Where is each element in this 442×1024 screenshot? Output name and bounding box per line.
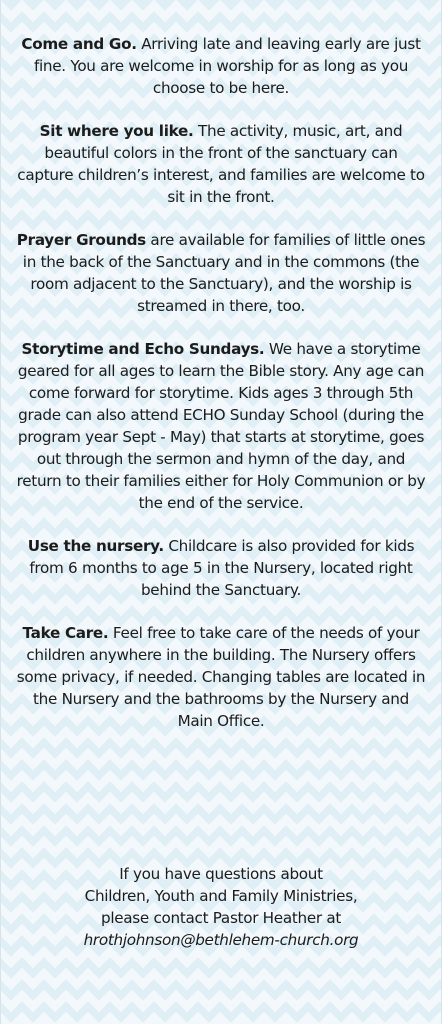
tip-heading: Sit where you like. [39, 122, 194, 140]
tip-heading: Prayer Grounds [16, 231, 146, 249]
tip-heading: Storytime and Echo Sundays. [21, 340, 265, 358]
tip-come-and-go [15, 33, 427, 99]
contact-info [15, 863, 427, 951]
tip-body: are available for families of little ones in the back of the Sanctuary and in the commons (the room adjacent to the Sanctuary), and the worship is streamed in there, too. [22, 231, 426, 315]
tip-body: The activity, music, art, and beautiful colors in the front of the sanctuary can capture children’s interest, and families are welcome to sit in the front. [17, 122, 425, 206]
tips-list [15, 33, 427, 753]
tip-body: Feel free to take care of the needs of your children anywhere in the building. The Nursery offers some privacy, if needed. Changing tables are located in the Nursery and the bathrooms by the Nursery and Main Office. [16, 624, 426, 730]
tip-take-care [15, 622, 427, 732]
tip-sit-where-you-like [15, 120, 427, 208]
tip-heading: Come and Go. [21, 35, 137, 53]
contact-email-link[interactable]: hrothjohnson@bethlehem-church.org [83, 931, 359, 949]
contact-line: If you have questions about [119, 865, 323, 883]
tip-nursery [15, 535, 427, 601]
tip-body: We have a storytime geared for all ages to learn the Bible story. Any age can come forward for storytime. Kids ages 3 through 5th grade can also attend ECHO Sunday School (during the program year Sept - May) that starts at storytime, goes out through the sermon and hymn of the day, and return to their families either for Holy Communion or by the end of the service. [16, 340, 426, 512]
contact-line: please contact Pastor Heather at [101, 909, 341, 927]
tip-prayer-grounds [15, 229, 427, 317]
tip-heading: Use the nursery. [27, 537, 164, 555]
contact-line: Children, Youth and Family Ministries, [84, 887, 358, 905]
tip-storytime [15, 338, 427, 514]
tip-body: Arriving late and leaving early are just fine. You are welcome in worship for as long as you choose to be here. [33, 35, 421, 97]
tip-body: Childcare is also provided for kids from 6 months to age 5 in the Nursery, located right behind the Sanctuary. [29, 537, 415, 599]
tip-heading: Take Care. [22, 624, 109, 642]
